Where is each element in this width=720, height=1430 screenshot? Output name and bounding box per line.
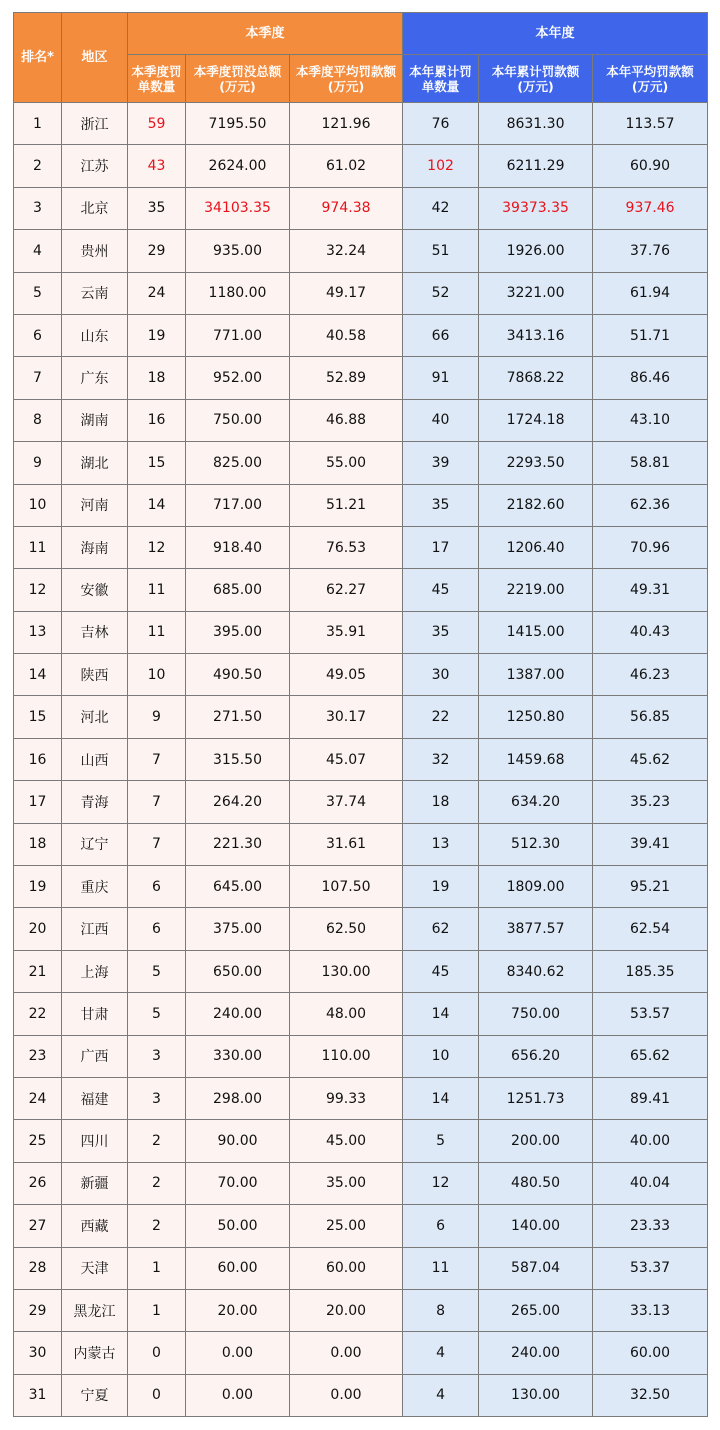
quarter-total-cell: 221.30	[186, 823, 290, 865]
table-row	[14, 950, 708, 992]
year-count-cell: 39	[403, 442, 479, 484]
quarter-count-cell: 2	[128, 1205, 186, 1247]
quarter-total-cell: 375.00	[186, 908, 290, 950]
rank-cell: 25	[14, 1120, 62, 1162]
quarter-average-cell: 35.91	[290, 611, 403, 653]
region-cell: 宁夏	[62, 1374, 128, 1416]
quarter-average-cell: 974.38	[290, 187, 403, 229]
year-average-cell: 45.62	[593, 738, 708, 780]
header-rank: 排名*	[14, 13, 62, 103]
quarter-count-cell: 0	[128, 1374, 186, 1416]
quarter-total-cell: 330.00	[186, 1035, 290, 1077]
rank-cell: 27	[14, 1205, 62, 1247]
year-average-cell: 53.37	[593, 1247, 708, 1289]
year-total-cell: 512.30	[479, 823, 593, 865]
year-total-cell: 587.04	[479, 1247, 593, 1289]
quarter-count-cell: 7	[128, 738, 186, 780]
rank-cell: 17	[14, 781, 62, 823]
quarter-count-cell: 3	[128, 1035, 186, 1077]
year-total-cell: 3413.16	[479, 314, 593, 356]
rank-cell: 18	[14, 823, 62, 865]
table-row	[14, 187, 708, 229]
year-total-cell: 265.00	[479, 1289, 593, 1331]
year-average-cell: 40.04	[593, 1162, 708, 1204]
region-cell: 安徽	[62, 569, 128, 611]
year-average-cell: 62.54	[593, 908, 708, 950]
year-total-cell: 1206.40	[479, 526, 593, 568]
table-row	[14, 1332, 708, 1374]
region-cell: 北京	[62, 187, 128, 229]
rank-cell: 24	[14, 1077, 62, 1119]
quarter-count-cell: 9	[128, 696, 186, 738]
year-average-cell: 23.33	[593, 1205, 708, 1247]
table-row	[14, 272, 708, 314]
year-count-cell: 35	[403, 611, 479, 653]
year-count-cell: 62	[403, 908, 479, 950]
year-count-cell: 14	[403, 993, 479, 1035]
quarter-average-cell: 52.89	[290, 357, 403, 399]
table-row	[14, 1035, 708, 1077]
quarter-total-cell: 685.00	[186, 569, 290, 611]
year-average-cell: 70.96	[593, 526, 708, 568]
year-total-cell: 39373.35	[479, 187, 593, 229]
quarter-count-cell: 43	[128, 145, 186, 187]
table-row	[14, 738, 708, 780]
quarter-count-cell: 5	[128, 950, 186, 992]
quarter-total-cell: 771.00	[186, 314, 290, 356]
quarter-average-cell: 130.00	[290, 950, 403, 992]
year-total-cell: 750.00	[479, 993, 593, 1035]
year-average-cell: 185.35	[593, 950, 708, 992]
region-cell: 河南	[62, 484, 128, 526]
region-cell: 山东	[62, 314, 128, 356]
rank-cell: 30	[14, 1332, 62, 1374]
table-row	[14, 611, 708, 653]
quarter-average-cell: 121.96	[290, 103, 403, 145]
quarter-total-cell: 50.00	[186, 1205, 290, 1247]
year-average-cell: 51.71	[593, 314, 708, 356]
quarter-total-cell: 271.50	[186, 696, 290, 738]
year-count-cell: 12	[403, 1162, 479, 1204]
rank-cell: 26	[14, 1162, 62, 1204]
region-cell: 江西	[62, 908, 128, 950]
year-average-cell: 37.76	[593, 230, 708, 272]
table-row	[14, 908, 708, 950]
table-row	[14, 993, 708, 1035]
year-total-cell: 1250.80	[479, 696, 593, 738]
rank-cell: 1	[14, 103, 62, 145]
year-count-cell: 18	[403, 781, 479, 823]
quarter-average-cell: 35.00	[290, 1162, 403, 1204]
quarter-average-cell: 37.74	[290, 781, 403, 823]
quarter-count-cell: 19	[128, 314, 186, 356]
table-row	[14, 823, 708, 865]
year-total-cell: 8340.62	[479, 950, 593, 992]
quarter-count-cell: 12	[128, 526, 186, 568]
rank-cell: 12	[14, 569, 62, 611]
quarter-average-cell: 46.88	[290, 399, 403, 441]
quarter-total-cell: 650.00	[186, 950, 290, 992]
quarter-total-cell: 825.00	[186, 442, 290, 484]
quarter-average-cell: 45.07	[290, 738, 403, 780]
year-count-cell: 8	[403, 1289, 479, 1331]
region-cell: 海南	[62, 526, 128, 568]
quarter-average-cell: 51.21	[290, 484, 403, 526]
quarter-count-cell: 29	[128, 230, 186, 272]
year-total-cell: 1251.73	[479, 1077, 593, 1119]
table-row	[14, 357, 708, 399]
table-row	[14, 230, 708, 272]
quarter-average-cell: 45.00	[290, 1120, 403, 1162]
year-average-cell: 40.00	[593, 1120, 708, 1162]
year-count-cell: 17	[403, 526, 479, 568]
quarter-total-cell: 717.00	[186, 484, 290, 526]
year-average-cell: 113.57	[593, 103, 708, 145]
quarter-average-cell: 76.53	[290, 526, 403, 568]
quarter-count-cell: 6	[128, 908, 186, 950]
year-average-cell: 62.36	[593, 484, 708, 526]
quarter-total-cell: 7195.50	[186, 103, 290, 145]
quarter-average-cell: 110.00	[290, 1035, 403, 1077]
year-average-cell: 39.41	[593, 823, 708, 865]
header-quarter-average: 本季度平均罚款额 (万元)	[290, 55, 403, 103]
region-cell: 重庆	[62, 866, 128, 908]
quarter-average-cell: 20.00	[290, 1289, 403, 1331]
rank-cell: 16	[14, 738, 62, 780]
table-row	[14, 1289, 708, 1331]
year-total-cell: 2219.00	[479, 569, 593, 611]
rank-cell: 2	[14, 145, 62, 187]
region-cell: 湖南	[62, 399, 128, 441]
year-total-cell: 240.00	[479, 1332, 593, 1374]
rank-cell: 20	[14, 908, 62, 950]
rank-cell: 29	[14, 1289, 62, 1331]
quarter-average-cell: 0.00	[290, 1374, 403, 1416]
table-row	[14, 442, 708, 484]
rank-cell: 8	[14, 399, 62, 441]
year-count-cell: 10	[403, 1035, 479, 1077]
header-quarter-count: 本季度罚 单数量	[128, 55, 186, 103]
table-row	[14, 1077, 708, 1119]
quarter-total-cell: 298.00	[186, 1077, 290, 1119]
quarter-count-cell: 5	[128, 993, 186, 1035]
region-cell: 福建	[62, 1077, 128, 1119]
ranking-table-container	[13, 12, 708, 1417]
quarter-average-cell: 32.24	[290, 230, 403, 272]
header-year-average: 本年平均罚款额 (万元)	[593, 55, 708, 103]
quarter-count-cell: 1	[128, 1247, 186, 1289]
year-average-cell: 35.23	[593, 781, 708, 823]
quarter-average-cell: 60.00	[290, 1247, 403, 1289]
year-average-cell: 61.94	[593, 272, 708, 314]
quarter-total-cell: 2624.00	[186, 145, 290, 187]
quarter-total-cell: 952.00	[186, 357, 290, 399]
table-row	[14, 484, 708, 526]
quarter-count-cell: 16	[128, 399, 186, 441]
header-quarter-total: 本季度罚没总额 (万元)	[186, 55, 290, 103]
year-average-cell: 58.81	[593, 442, 708, 484]
year-average-cell: 60.00	[593, 1332, 708, 1374]
table-row	[14, 696, 708, 738]
quarter-total-cell: 1180.00	[186, 272, 290, 314]
rank-cell: 19	[14, 866, 62, 908]
year-average-cell: 95.21	[593, 866, 708, 908]
quarter-count-cell: 3	[128, 1077, 186, 1119]
quarter-total-cell: 918.40	[186, 526, 290, 568]
year-count-cell: 40	[403, 399, 479, 441]
year-average-cell: 46.23	[593, 654, 708, 696]
region-cell: 江苏	[62, 145, 128, 187]
header-quarter-group: 本季度	[128, 13, 403, 55]
region-cell: 河北	[62, 696, 128, 738]
quarter-average-cell: 55.00	[290, 442, 403, 484]
quarter-average-cell: 30.17	[290, 696, 403, 738]
region-cell: 贵州	[62, 230, 128, 272]
year-total-cell: 1724.18	[479, 399, 593, 441]
quarter-average-cell: 62.50	[290, 908, 403, 950]
quarter-average-cell: 0.00	[290, 1332, 403, 1374]
region-cell: 黑龙江	[62, 1289, 128, 1331]
rank-cell: 3	[14, 187, 62, 229]
year-total-cell: 8631.30	[479, 103, 593, 145]
quarter-total-cell: 750.00	[186, 399, 290, 441]
year-count-cell: 6	[403, 1205, 479, 1247]
year-average-cell: 65.62	[593, 1035, 708, 1077]
table-row	[14, 866, 708, 908]
table-row	[14, 103, 708, 145]
year-average-cell: 49.31	[593, 569, 708, 611]
table-row	[14, 526, 708, 568]
table-row	[14, 1120, 708, 1162]
region-cell: 浙江	[62, 103, 128, 145]
quarter-total-cell: 490.50	[186, 654, 290, 696]
rank-cell: 22	[14, 993, 62, 1035]
year-average-cell: 40.43	[593, 611, 708, 653]
year-count-cell: 4	[403, 1374, 479, 1416]
region-cell: 云南	[62, 272, 128, 314]
year-count-cell: 91	[403, 357, 479, 399]
quarter-count-cell: 6	[128, 866, 186, 908]
year-total-cell: 200.00	[479, 1120, 593, 1162]
quarter-average-cell: 25.00	[290, 1205, 403, 1247]
quarter-average-cell: 48.00	[290, 993, 403, 1035]
table-row	[14, 569, 708, 611]
year-total-cell: 1415.00	[479, 611, 593, 653]
rank-cell: 28	[14, 1247, 62, 1289]
year-count-cell: 66	[403, 314, 479, 356]
quarter-total-cell: 935.00	[186, 230, 290, 272]
region-cell: 湖北	[62, 442, 128, 484]
year-total-cell: 1387.00	[479, 654, 593, 696]
region-cell: 广西	[62, 1035, 128, 1077]
year-total-cell: 1809.00	[479, 866, 593, 908]
header-year-count: 本年累计罚 单数量	[403, 55, 479, 103]
year-total-cell: 6211.29	[479, 145, 593, 187]
year-count-cell: 45	[403, 950, 479, 992]
region-cell: 新疆	[62, 1162, 128, 1204]
table-body	[14, 103, 708, 1417]
table-row	[14, 399, 708, 441]
rank-cell: 6	[14, 314, 62, 356]
year-count-cell: 4	[403, 1332, 479, 1374]
year-total-cell: 656.20	[479, 1035, 593, 1077]
table-row	[14, 1374, 708, 1416]
quarter-total-cell: 395.00	[186, 611, 290, 653]
penalty-ranking-table	[13, 12, 708, 1417]
quarter-total-cell: 34103.35	[186, 187, 290, 229]
quarter-average-cell: 49.17	[290, 272, 403, 314]
quarter-count-cell: 2	[128, 1162, 186, 1204]
year-count-cell: 76	[403, 103, 479, 145]
year-count-cell: 19	[403, 866, 479, 908]
year-average-cell: 937.46	[593, 187, 708, 229]
quarter-total-cell: 90.00	[186, 1120, 290, 1162]
year-count-cell: 35	[403, 484, 479, 526]
rank-cell: 11	[14, 526, 62, 568]
rank-cell: 10	[14, 484, 62, 526]
header-year-total: 本年累计罚款额 (万元)	[479, 55, 593, 103]
table-row	[14, 314, 708, 356]
year-count-cell: 42	[403, 187, 479, 229]
quarter-count-cell: 0	[128, 1332, 186, 1374]
header-region: 地区	[62, 13, 128, 103]
quarter-count-cell: 7	[128, 823, 186, 865]
quarter-average-cell: 31.61	[290, 823, 403, 865]
table-row	[14, 1247, 708, 1289]
year-total-cell: 130.00	[479, 1374, 593, 1416]
quarter-total-cell: 70.00	[186, 1162, 290, 1204]
quarter-average-cell: 62.27	[290, 569, 403, 611]
region-cell: 山西	[62, 738, 128, 780]
region-cell: 吉林	[62, 611, 128, 653]
year-total-cell: 3877.57	[479, 908, 593, 950]
year-total-cell: 480.50	[479, 1162, 593, 1204]
quarter-total-cell: 20.00	[186, 1289, 290, 1331]
rank-cell: 9	[14, 442, 62, 484]
region-cell: 四川	[62, 1120, 128, 1162]
quarter-total-cell: 60.00	[186, 1247, 290, 1289]
year-average-cell: 33.13	[593, 1289, 708, 1331]
table-row	[14, 781, 708, 823]
region-cell: 青海	[62, 781, 128, 823]
region-cell: 辽宁	[62, 823, 128, 865]
header-year-group: 本年度	[403, 13, 708, 55]
quarter-total-cell: 315.50	[186, 738, 290, 780]
quarter-count-cell: 11	[128, 569, 186, 611]
quarter-count-cell: 15	[128, 442, 186, 484]
table-row	[14, 1205, 708, 1247]
quarter-total-cell: 240.00	[186, 993, 290, 1035]
region-cell: 内蒙古	[62, 1332, 128, 1374]
rank-cell: 5	[14, 272, 62, 314]
year-count-cell: 11	[403, 1247, 479, 1289]
quarter-total-cell: 0.00	[186, 1332, 290, 1374]
quarter-count-cell: 14	[128, 484, 186, 526]
quarter-average-cell: 107.50	[290, 866, 403, 908]
table-row	[14, 145, 708, 187]
quarter-count-cell: 7	[128, 781, 186, 823]
rank-cell: 4	[14, 230, 62, 272]
year-count-cell: 45	[403, 569, 479, 611]
year-total-cell: 2293.50	[479, 442, 593, 484]
region-cell: 陕西	[62, 654, 128, 696]
year-total-cell: 1926.00	[479, 230, 593, 272]
quarter-average-cell: 49.05	[290, 654, 403, 696]
year-total-cell: 2182.60	[479, 484, 593, 526]
rank-cell: 31	[14, 1374, 62, 1416]
region-cell: 广东	[62, 357, 128, 399]
year-count-cell: 22	[403, 696, 479, 738]
year-count-cell: 13	[403, 823, 479, 865]
year-total-cell: 3221.00	[479, 272, 593, 314]
rank-cell: 23	[14, 1035, 62, 1077]
quarter-count-cell: 59	[128, 103, 186, 145]
year-count-cell: 102	[403, 145, 479, 187]
year-count-cell: 32	[403, 738, 479, 780]
region-cell: 西藏	[62, 1205, 128, 1247]
year-total-cell: 7868.22	[479, 357, 593, 399]
quarter-average-cell: 61.02	[290, 145, 403, 187]
year-count-cell: 51	[403, 230, 479, 272]
quarter-count-cell: 24	[128, 272, 186, 314]
year-average-cell: 53.57	[593, 993, 708, 1035]
year-total-cell: 140.00	[479, 1205, 593, 1247]
table-row	[14, 654, 708, 696]
quarter-average-cell: 40.58	[290, 314, 403, 356]
year-average-cell: 86.46	[593, 357, 708, 399]
region-cell: 上海	[62, 950, 128, 992]
rank-cell: 21	[14, 950, 62, 992]
year-average-cell: 32.50	[593, 1374, 708, 1416]
region-cell: 天津	[62, 1247, 128, 1289]
quarter-count-cell: 11	[128, 611, 186, 653]
year-average-cell: 89.41	[593, 1077, 708, 1119]
quarter-count-cell: 18	[128, 357, 186, 399]
table-row	[14, 1162, 708, 1204]
rank-cell: 13	[14, 611, 62, 653]
rank-cell: 14	[14, 654, 62, 696]
region-cell: 甘肃	[62, 993, 128, 1035]
year-count-cell: 5	[403, 1120, 479, 1162]
rank-cell: 7	[14, 357, 62, 399]
quarter-total-cell: 0.00	[186, 1374, 290, 1416]
year-count-cell: 52	[403, 272, 479, 314]
quarter-total-cell: 645.00	[186, 866, 290, 908]
quarter-count-cell: 35	[128, 187, 186, 229]
year-average-cell: 56.85	[593, 696, 708, 738]
quarter-count-cell: 1	[128, 1289, 186, 1331]
quarter-count-cell: 2	[128, 1120, 186, 1162]
year-total-cell: 1459.68	[479, 738, 593, 780]
quarter-count-cell: 10	[128, 654, 186, 696]
year-average-cell: 43.10	[593, 399, 708, 441]
quarter-average-cell: 99.33	[290, 1077, 403, 1119]
year-total-cell: 634.20	[479, 781, 593, 823]
rank-cell: 15	[14, 696, 62, 738]
year-average-cell: 60.90	[593, 145, 708, 187]
year-count-cell: 14	[403, 1077, 479, 1119]
year-count-cell: 30	[403, 654, 479, 696]
quarter-total-cell: 264.20	[186, 781, 290, 823]
